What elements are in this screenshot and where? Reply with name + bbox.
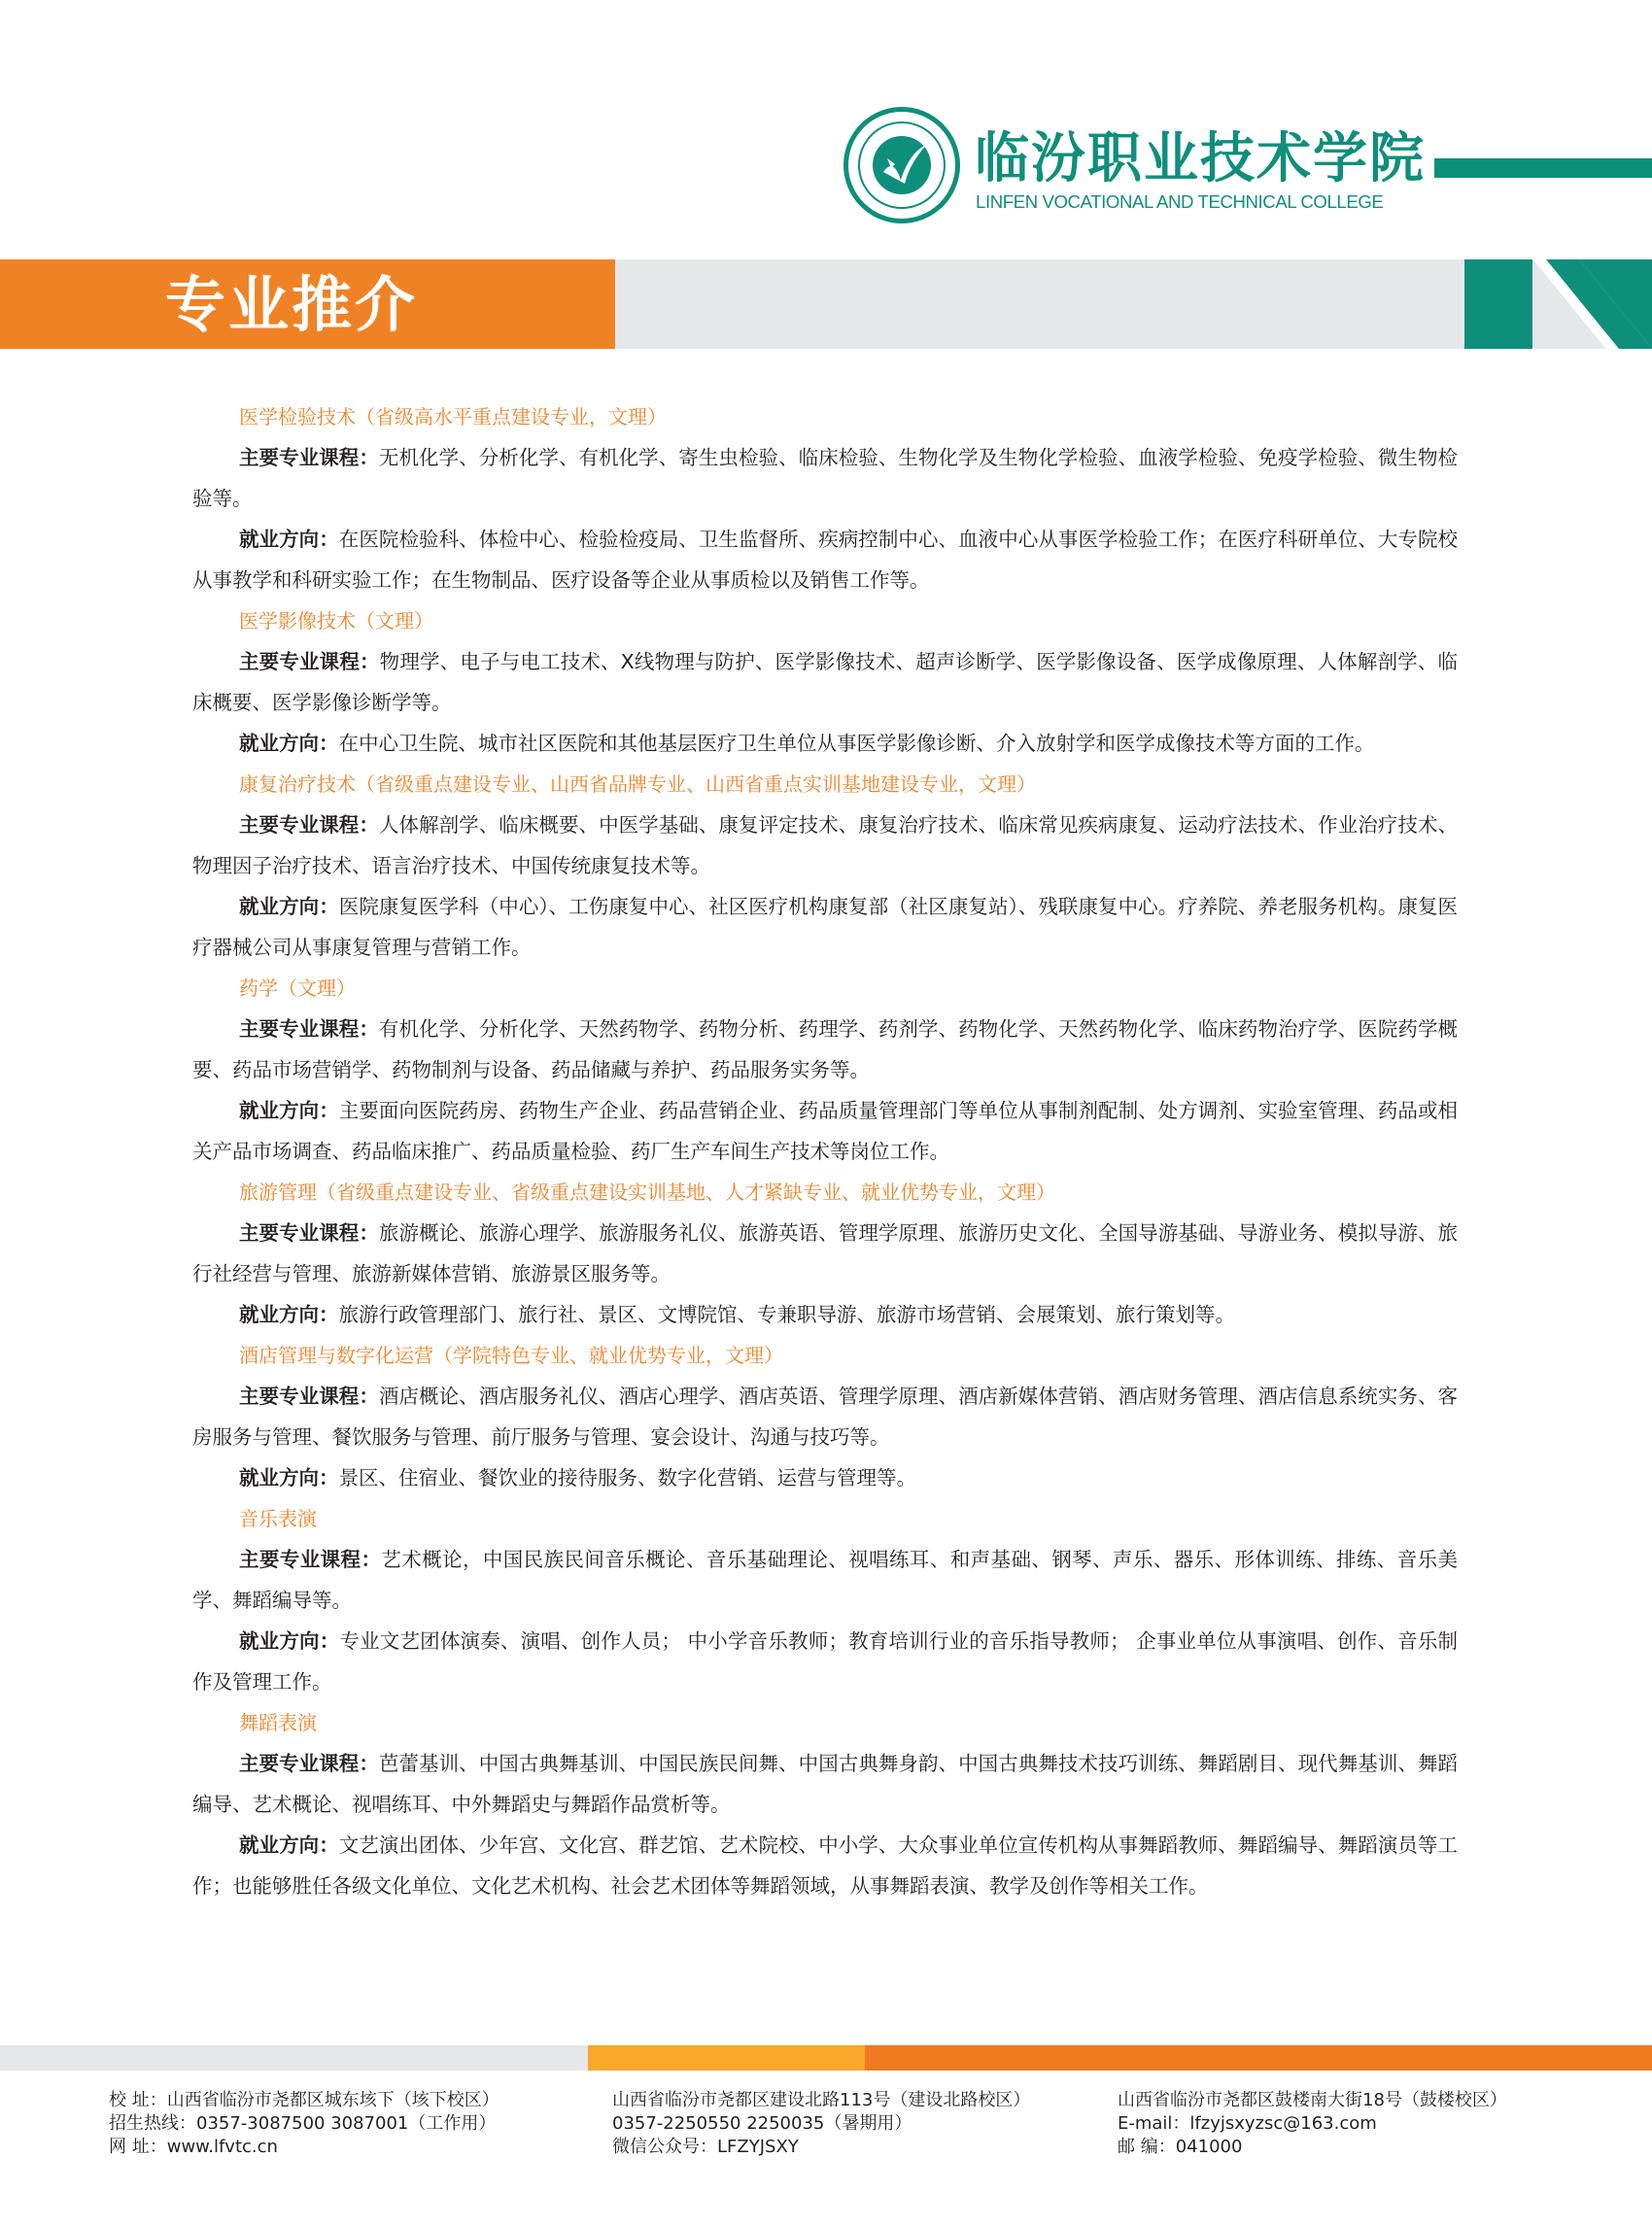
career-text: 旅游行政管理部门、旅行社、景区、文博院馆、专兼职导游、旅游市场营销、会展策划、旅行策划等。 [338,1303,1235,1326]
career-label: 就业方向： [239,1833,339,1857]
career-label: 就业方向： [239,1466,339,1490]
career-label: 就业方向： [239,895,339,918]
courses-label: 主要专业课程： [239,1752,379,1775]
major-title: 康复治疗技术（省级重点建设专业、山西省品牌专业、山西省重点实训基地建设专业，文理） [239,772,1036,796]
courses-text: 酒店概论、酒店服务礼仪、酒店心理学、酒店英语、管理学原理、酒店新媒体营销、酒店财务管理、酒店信息系统实务、客房服务与管理、餐饮服务与管理、前厅服务与管理、宴会设计、沟通与技巧等。 [192,1385,1459,1449]
career-text: 专业文艺团体演奏、演唱、创作人员； 中小学音乐教师；教育培训行业的音乐指导教师； 企事业单位从事演唱、创作、音乐制作及管理工作。 [192,1629,1459,1694]
courses-paragraph [192,1009,1458,1090]
header-accent-bar [1434,158,1652,178]
career-text: 景区、住宿业、餐饮业的接待服务、数字化营销、运营与管理等。 [338,1466,916,1490]
major-title: 药学（文理） [239,976,356,1000]
major-title: 旅游管理（省级重点建设专业、省级重点建设实训基地、人才紧缺专业、就业优势专业，文理） [239,1181,1055,1204]
footer-postcode: 邮 编：041000 [1118,2137,1243,2157]
courses-text: 物理学、电子与电工技术、X线物理与防护、医学影像技术、超声诊断学、医学影像设备、医学成像原理、人体解剖学、临床概要、医学影像诊断学等。 [192,650,1459,714]
footer-campus-address: 山西省临汾市尧都区建设北路113号（建设北路校区） [612,2090,1031,2110]
career-paragraph [192,1825,1458,1906]
career-text: 文艺演出团体、少年宫、文化宫、群艺馆、艺术院校、中小学、大众事业单位宣传机构从事舞蹈教师、舞蹈编导、舞蹈演员等工作；也能够胜任各级文化单位、文化艺术机构、社会艺术团体等舞蹈领域，从事舞蹈表演、教学及创作等相关工作。 [192,1833,1459,1898]
majors-list [192,396,1458,1906]
career-paragraph [192,519,1458,600]
major-title: 医学检验技术（省级高水平重点建设专业，文理） [239,405,667,428]
courses-paragraph [192,1539,1458,1621]
career-text: 医院康复医学科（中心）、工伤康复中心、社区医疗机构康复部（社区康复站）、残联康复中心。疗养院、养老服务机构。康复医疗器械公司从事康复管理与营销工作。 [192,895,1459,959]
footer-campus-address: 山西省临汾市尧都区鼓楼南大街18号（鼓楼校区） [1118,2090,1507,2110]
footer-contact-column [109,2089,499,2159]
courses-label: 主要专业课程： [239,650,380,673]
major-section [192,1172,1458,1335]
college-name-en: LINFEN VOCATIONAL AND TECHNICAL COLLEGE [976,191,1384,212]
courses-label: 主要专业课程： [239,1548,382,1571]
career-text: 在中心卫生院、城市社区医院和其他基层医疗卫生单位从事医学影像诊断、介入放射学和医学成像技术等方面的工作。 [338,732,1375,755]
career-paragraph [192,1621,1458,1702]
courses-text: 艺术概论，中国民族民间音乐概论、音乐基础理论、视唱练耳、和声基础、钢琴、声乐、器乐、形体训练、排练、音乐美学、舞蹈编导等。 [192,1548,1459,1612]
career-paragraph [192,1457,1458,1498]
courses-text: 无机化学、分析化学、有机化学、寄生虫检验、临床检验、生物化学及生物化学检验、血液学检验、免疫学检验、微生物检验等。 [192,446,1459,510]
career-paragraph [192,1294,1458,1335]
major-section [192,1702,1458,1906]
major-section [192,600,1458,764]
courses-text: 芭蕾基训、中国古典舞基训、中国民族民间舞、中国古典舞身韵、中国古典舞技术技巧训练、舞蹈剧目、现代舞基训、舞蹈编导、艺术概论、视唱练耳、中外舞蹈史与舞蹈作品赏析等。 [192,1752,1459,1816]
career-text: 主要面向医院药房、药物生产企业、药品营销企业、药品质量管理部门等单位从事制剂配制、处方调剂、实验室管理、药品或相关产品市场调查、药品临床推广、药品质量检验、药厂生产车间生产技术等岗位工作。 [192,1099,1459,1163]
major-section [192,1335,1458,1498]
footer-bar-yellow [588,2045,865,2071]
footer-phone: 0357-2250550 2250035（暑期用） [612,2113,912,2134]
footer-email[interactable]: E-mail：lfzyjsxyzsc@163.com [1118,2113,1377,2134]
courses-paragraph [192,1376,1458,1457]
major-section [192,1498,1458,1702]
major-section [192,968,1458,1172]
major-title: 音乐表演 [239,1507,317,1530]
college-logo [843,107,960,223]
footer-contact-column [1118,2089,1507,2159]
courses-text: 人体解剖学、临床概要、中医学基础、康复评定技术、康复治疗技术、临床常见疾病康复、运动疗法技术、作业治疗技术、物理因子治疗技术、语言治疗技术、中国传统康复技术等。 [192,813,1459,877]
footer-bar-orange [865,2045,1652,2071]
career-text: 在医院检验科、体检中心、检验检疫局、卫生监督所、疾病控制中心、血液中心从事医学检验工作；在医疗科研单位、大专院校从事教学和科研实验工作；在生物制品、医疗设备等企业从事质检以及销售工作等。 [192,528,1459,592]
footer-contact-column [612,2089,1030,2159]
major-title: 酒店管理与数字化运营（学院特色专业、就业优势专业，文理） [239,1344,783,1367]
career-paragraph [192,886,1458,968]
major-section [192,396,1458,600]
college-seal-icon [848,112,955,219]
footer-campus-address: 校 址：山西省临汾市尧都区城东垓下（垓下校区） [109,2090,499,2110]
major-section [192,764,1458,968]
courses-label: 主要专业课程： [239,446,379,469]
career-paragraph [192,723,1458,764]
footer-website[interactable]: 网 址：www.lfvtc.cn [109,2137,278,2157]
major-title: 舞蹈表演 [239,1711,317,1734]
major-title: 医学影像技术（文理） [239,609,433,633]
footer-admission-hotline: 招生热线：0357-3087500 3087001（工作用） [109,2113,497,2134]
courses-paragraph [192,437,1458,519]
courses-paragraph [192,1213,1458,1294]
courses-label: 主要专业课程： [239,813,379,837]
courses-paragraph [192,641,1458,723]
courses-text: 有机化学、分析化学、天然药物学、药物分析、药理学、药剂学、药物化学、天然药物化学、临床药物治疗学、医院药学概要、药品市场营销学、药物制剂与设备、药品储藏与养护、药品服务实务等。 [192,1017,1459,1081]
courses-label: 主要专业课程： [239,1017,379,1041]
career-paragraph [192,1090,1458,1172]
career-label: 就业方向： [239,1099,339,1122]
courses-text: 旅游概论、旅游心理学、旅游服务礼仪、旅游英语、管理学原理、旅游历史文化、全国导游基础、导游业务、模拟导游、旅行社经营与管理、旅游新媒体营销、旅游景区服务等。 [192,1221,1459,1285]
career-label: 就业方向： [239,528,339,551]
college-name-cn: 临汾职业技术学院 [975,126,1426,190]
footer-wechat: 微信公众号：LFZYJSXY [612,2137,799,2157]
section-title: 专业推介 [165,269,419,340]
banner-stripe-decoration [1464,259,1652,349]
courses-label: 主要专业课程： [239,1385,379,1408]
career-label: 就业方向： [239,1629,340,1653]
courses-label: 主要专业课程： [239,1221,379,1245]
career-label: 就业方向： [239,732,339,755]
courses-paragraph [192,1743,1458,1825]
career-label: 就业方向： [239,1303,339,1326]
courses-paragraph [192,805,1458,886]
